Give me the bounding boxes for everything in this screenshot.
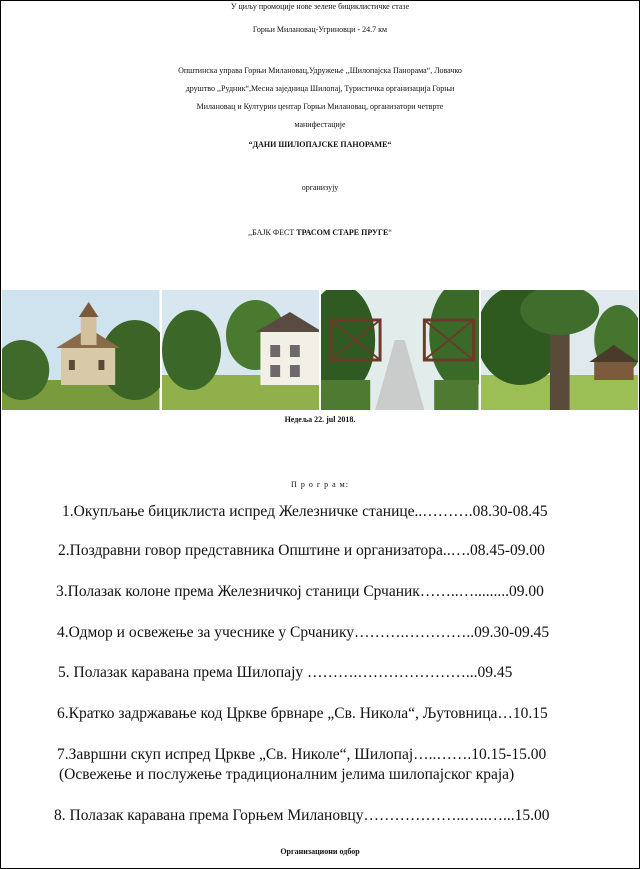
village-photo — [481, 290, 639, 410]
photo-strip — [2, 290, 638, 410]
program-item-5: 5. Полазак каравана према Шилопају ……….…………………...09.45 — [58, 664, 513, 681]
fest-title-prefix: ,,БАЈК ФЕСТ — [248, 228, 297, 237]
event-date: Недеља 22. jul 2018. — [284, 415, 356, 424]
organize-word: организују — [301, 183, 339, 192]
program-item-7: 7.Завршни скуп испред Цркве „Св. Николе“, Шилопај…..…….10.15-15.00 — [57, 746, 547, 763]
fest-title-suffix: “ — [388, 228, 392, 237]
fest-title-bold: ТРАСОМ СТАРЕ ПРУГЕ — [296, 228, 389, 237]
program-title: П р о г р а м: — [291, 480, 349, 489]
program-item-8: 8. Полазак каравана према Горњем Милановцу………………..…..…...15.00 — [54, 807, 550, 824]
program-item-1: 1.Окупљање бициклиста испред Железничке станице..……….08.30-08.45 — [62, 503, 548, 520]
header-line-1: У циљу промоције нове зелене бициклистичке стазе — [230, 2, 410, 11]
organizers-line-1: Општинска управа Горњи Милановац,Удружење ,,Шилопајска Панорама“, Ловачко — [178, 66, 462, 75]
house-photo — [162, 290, 320, 410]
program-item-6: 6.Кратко задржавање код Цркве брвнаре „Св. Никола“, Љутовница…10.15 — [57, 705, 548, 722]
bridge-photo — [321, 290, 479, 410]
program-item-3: 3.Полазак колоне према Железничкој станици Срчаник……..….........09.00 — [56, 583, 544, 600]
header-line-2: Горњи Милановац-Угриновци - 24.7 км — [252, 25, 388, 34]
organizers-line-4: манифестације — [294, 120, 346, 129]
church-photo — [2, 290, 160, 410]
fest-title — [0, 228, 640, 237]
program-item-2: 2.Поздравни говор представника Општине и организатора..….08.45-09.00 — [58, 542, 545, 559]
program-item-4: 4.Одмор и освежење за учеснике у Срчанику……….…………..09.30-09.45 — [57, 624, 550, 641]
event-name: “ДАНИ ШИЛОПАЈСКЕ ПАНОРАМЕ“ — [248, 140, 392, 149]
program-item-7-note: (Освежење и послужење традиционалним јелима шилопајског краја) — [59, 766, 515, 783]
organizers-line-2: друштво ,,Рудник“,Месна заједница Шилопај, Туристичка организација Горњи — [185, 84, 455, 93]
organizing-committee: Организациони одбор — [280, 847, 360, 856]
organizers-line-3: Милановац и Културни центар Горњи Милановац, организатори четврте — [196, 102, 444, 111]
